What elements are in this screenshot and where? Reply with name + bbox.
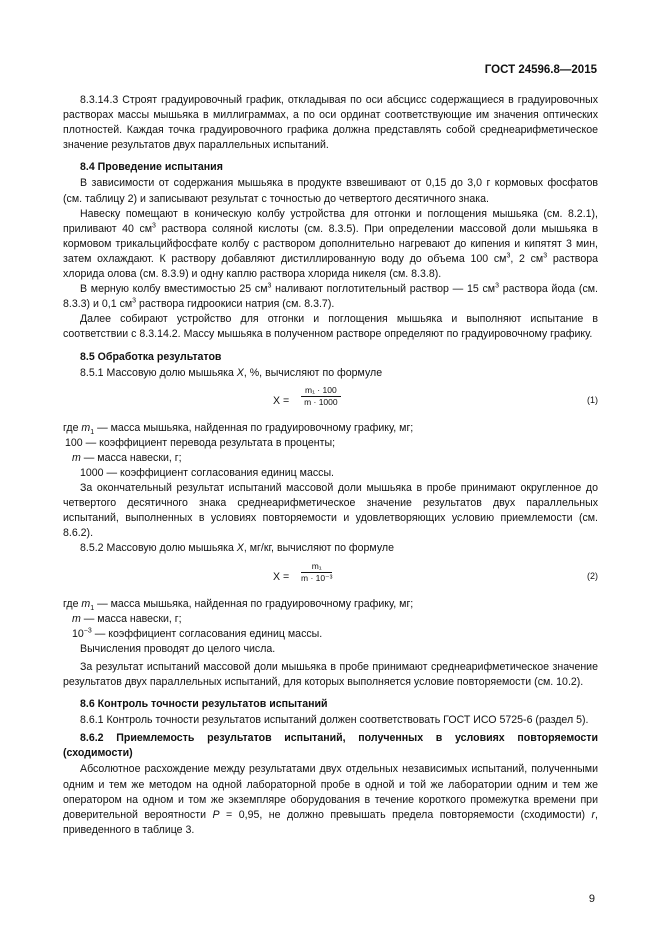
- paragraph: Абсолютное расхождение между результатами двух отдельных независимых испытаний, полученными одним и тем же методом на одной лабораторной пробе в одной и той же лаборатории одним и тем же оператором на одном и том же экземпляре оборудования в течение короткого промежутка времени при доверительной вероятности P = 0,95, не должно превышать предела повторяемости (сходимости) r, приведенного в таблице 3.: [63, 763, 598, 836]
- formula-1: X = $\frac{\text{m₁ · 100}}{m \cdot 1000}$ (1): [273, 384, 598, 407]
- section-heading-8-5: 8.5 Обработка результатов: [80, 350, 222, 363]
- where-line: 1000 — коэффициент согласования единиц массы.: [80, 466, 335, 479]
- paragraph: В зависимости от содержания мышьяка в продукте взвешивают от 0,15 до 3,0 г кормовых фосфатов (см. таблицу 2) и записывают результат с точностью до четвертого десятичного знака.: [63, 177, 598, 205]
- where-line: где $m_1$ — масса мышьяка, найденная по градуировочному графику, мг;: [63, 421, 414, 436]
- paragraph-8-6-1: 8.6.1 Контроль точности результатов испытаний должен соответствовать ГОСТ ИСО 5725-6 (раздел 5).: [80, 714, 589, 727]
- page-number: 9: [588, 893, 595, 905]
- subsection-heading-8-6-2: 8.6.2 Приемлемость результатов испытаний, полученных в условиях повторяемости (сходимости): [63, 732, 598, 760]
- paragraph-8-5-2: 8.5.2 Массовую долю мышьяка X, мг/кг, вычисляют по формуле: [80, 542, 394, 555]
- paragraph: Вычисления проводят до целого числа.: [80, 642, 276, 655]
- document-header: ГОСТ 24596.8—2015: [484, 64, 597, 76]
- where-line: $10^{-3}$ — коэффициент согласования единиц массы.: [72, 627, 323, 640]
- section-heading-8-4: 8.4 Проведение испытания: [80, 161, 223, 174]
- formula-number: (1): [587, 394, 598, 405]
- paragraph-8-3-14-3: 8.3.14.3 Строят градуировочный график, откладывая по оси абсцисс содержащиеся в градуировочных растворах массы мышьяка в миллиграммах, а по оси ординат соответствующие им значения оптических плотностей. Каждая точка градуировочного графика должна представлять собой среднеарифметическое значение результатов двух параллельных испытаний.: [63, 94, 598, 152]
- paragraph: В мерную колбу вместимостью 25 $см^3$ наливают поглотительный раствор — 15 $см^3$ раствора йода (см. 8.3.3) и 0,1 $см^3$ раствора гидроокиси натрия (см. 8.3.7).: [63, 282, 598, 311]
- paragraph: Навеску помещают в коническую колбу устройства для отгонки и поглощения мышьяка (см. 8.2.1), приливают 40 $см^3$ раствора соляной кислоты (см. 8.3.5). При определении массовой доли мышьяка в кормовом трикальцийфосфате колбу с раствором дополнительно нагревают до кипения и кипятят 3 мин, затем охлаждают. К раствору добавляют дистиллированную воду до объема 100 $см^3$, 2 $см^3$ раствора хлорида олова (см. 8.3.9) и одну каплю раствора хлорида никеля (см. 8.3.8).: [63, 207, 598, 281]
- where-line: m — масса навески, г;: [72, 451, 182, 464]
- formula-number: (2): [587, 570, 598, 581]
- document-body: [63, 93, 598, 838]
- where-line: где $m_1$ — масса мышьяка, найденная по градуировочному графику, мг;: [63, 597, 414, 612]
- where-line: 100 — коэффициент перевода результата в проценты;: [65, 436, 336, 449]
- paragraph: За окончательный результат испытаний массовой доли мышьяка в пробе принимают округленное до четвертого десятичного знака среднеарифметическое значение результатов двух параллельных испытаний, выполненных в условиях повторяемости и удовлетворяющих условию приемлемости (см. 8.6.2).: [63, 482, 598, 540]
- fraction: $\frac{\text{m₁}}{\text{m · 10⁻³}}$: [301, 560, 333, 583]
- paragraph: За результат испытаний массовой доли мышьяка в пробе принимают среднеарифметическое значение результатов двух параллельных испытаний, для которых выполняется условие повторяемости (см. 10.2).: [63, 660, 598, 688]
- section-heading-8-6: 8.6 Контроль точности результатов испытаний: [80, 698, 328, 711]
- paragraph: Далее собирают устройство для отгонки и поглощения мышьяка и выполняют испытание в соответствии с 8.3.14.2. Массу мышьяка в полученном растворе определяют по градуировочному графику.: [63, 313, 598, 341]
- paragraph-8-5-1: 8.5.1 Массовую долю мышьяка X, %, вычисляют по формуле: [80, 366, 383, 379]
- fraction: $\frac{\text{m₁ · 100}}{m \cdot 1000}$: [301, 385, 341, 408]
- formula-2: X = $\frac{\text{m₁}}{\text{m · 10⁻³}}$ (2): [273, 560, 598, 583]
- where-line: m — масса навески, г;: [72, 612, 182, 625]
